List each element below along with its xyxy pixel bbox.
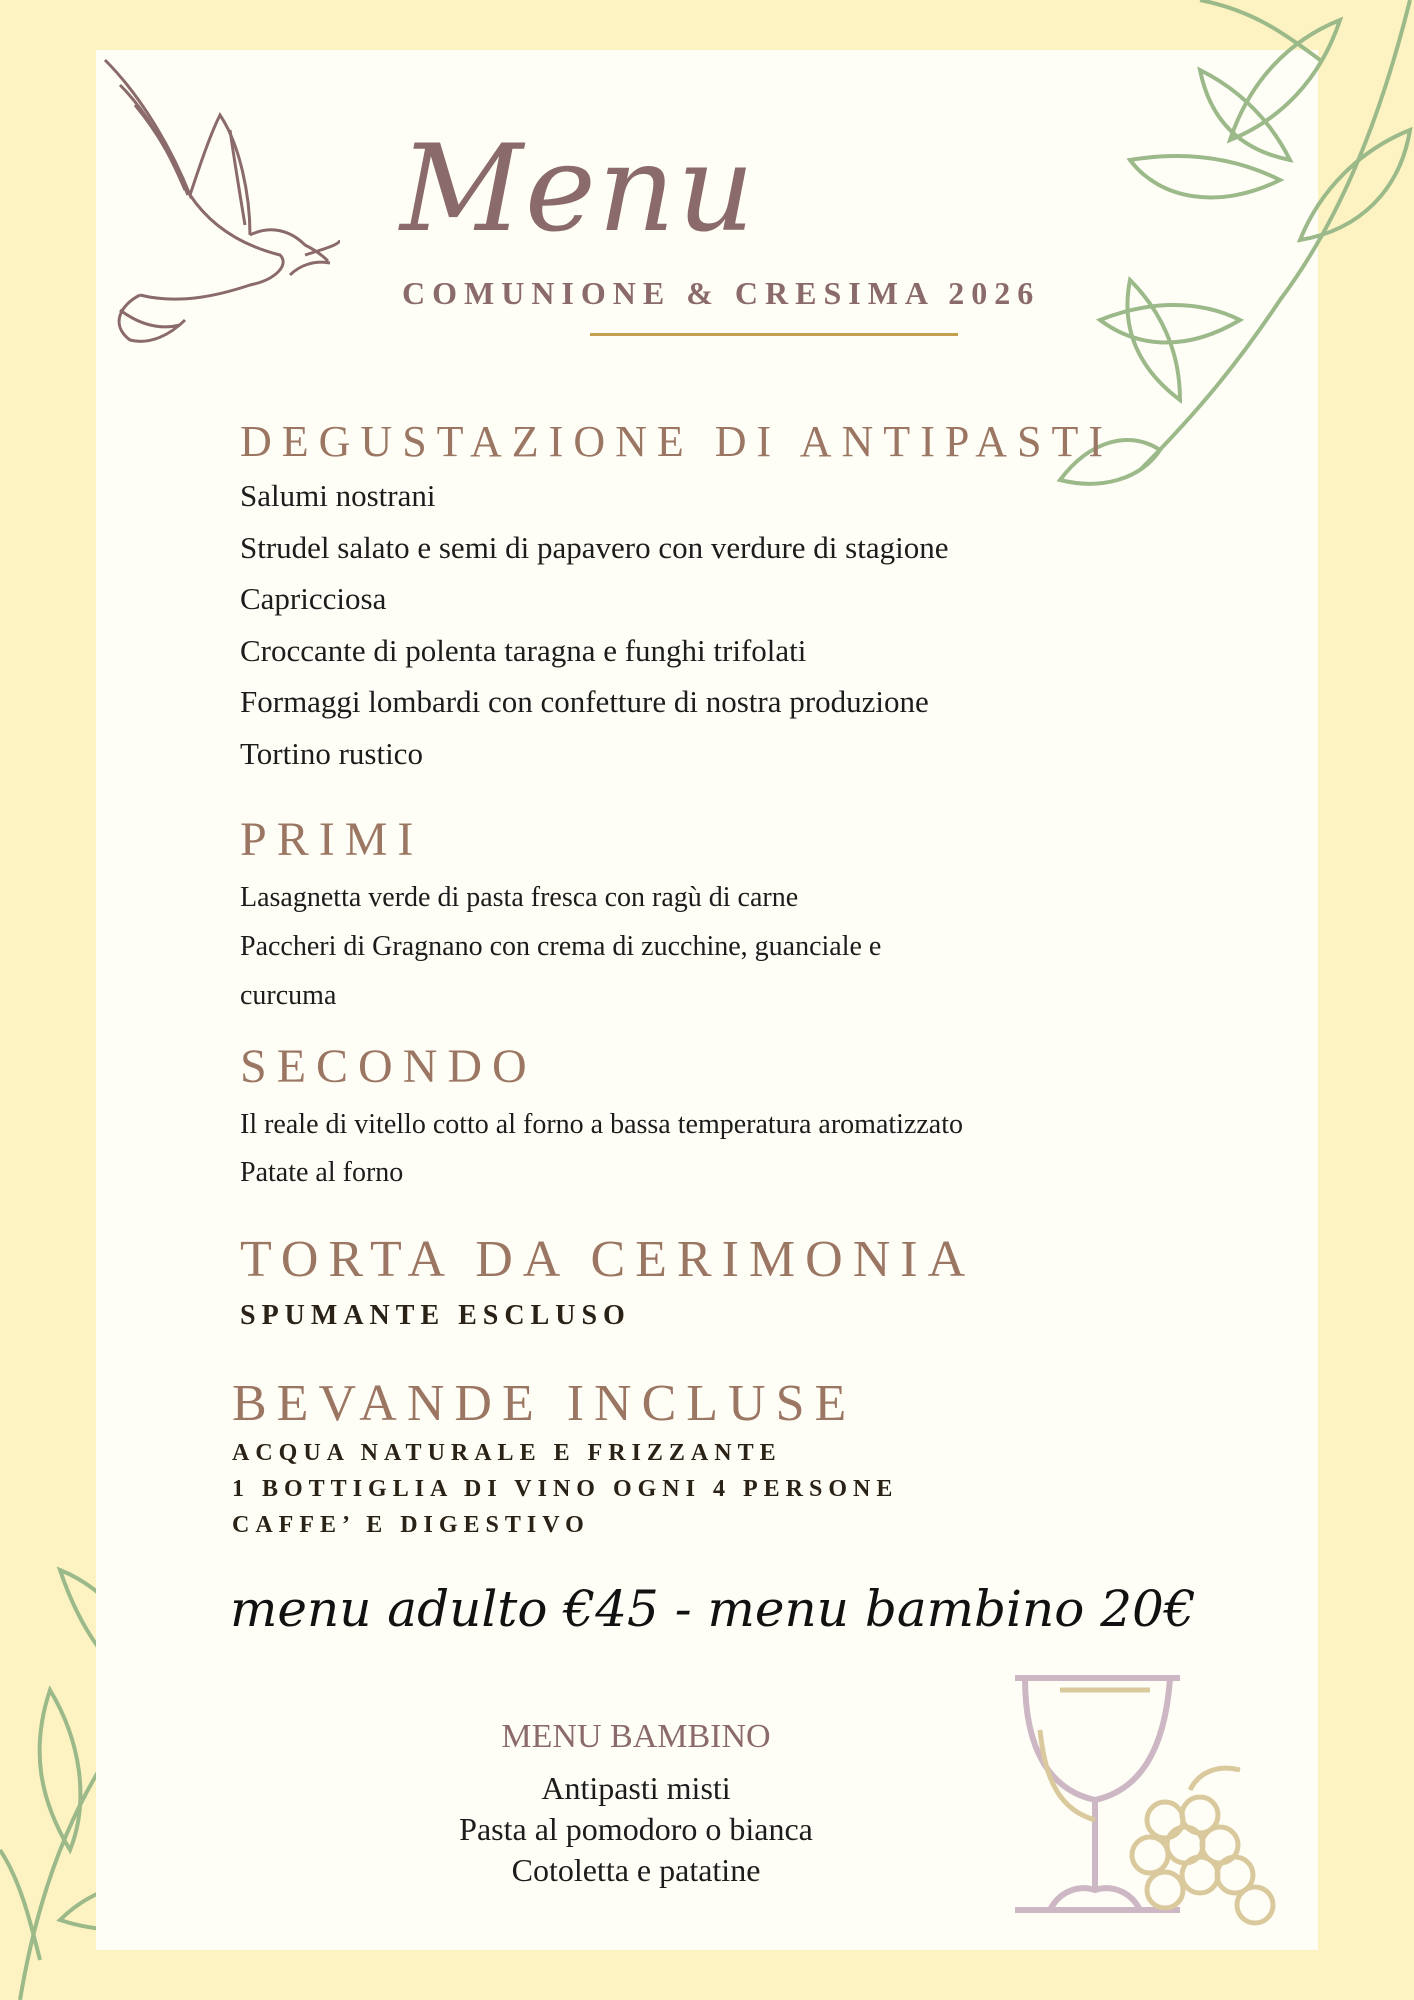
- primi-list: [240, 873, 881, 1020]
- bevande-item: CAFFE’ E DIGESTIVO: [232, 1512, 590, 1538]
- bevande-item: 1 BOTTIGLIA DI VINO OGNI 4 PERSONE: [232, 1476, 899, 1502]
- section-title-torta: TORTA DA CERIMONIA: [240, 1231, 976, 1288]
- list-item: curcuma: [240, 980, 337, 1011]
- list-item: Antipasti misti: [541, 1770, 731, 1806]
- section-title-secondo: SECONDO: [240, 1040, 537, 1093]
- price-line: menu adulto €45 - menu bambino 20€: [230, 1580, 1196, 1638]
- menu-subtitle: COMUNIONE & CRESIMA 2026: [402, 275, 1041, 311]
- antipasti-list: [240, 470, 948, 779]
- divider: [590, 333, 958, 336]
- list-item: Formaggi lombardi con confetture di nostra produzione: [240, 684, 929, 719]
- torta-note: SPUMANTE ESCLUSO: [240, 1300, 631, 1331]
- kids-menu-title: MENU BAMBINO: [501, 1718, 771, 1755]
- list-item: Cotoletta e patatine: [511, 1852, 761, 1888]
- section-title-primi: PRIMI: [240, 813, 424, 866]
- list-item: Salumi nostrani: [240, 478, 436, 513]
- list-item: Tortino rustico: [240, 735, 423, 771]
- section-title-antipasti: DEGUSTAZIONE DI ANTIPASTI: [240, 417, 1114, 466]
- bevande-item: ACQUA NATURALE E FRIZZANTE: [232, 1440, 782, 1466]
- list-item: Patate al forno: [240, 1157, 404, 1188]
- list-item: Paccheri di Gragnano con crema di zucchine, guanciale e: [240, 931, 882, 962]
- list-item: Lasagnetta verde di pasta fresca con ragù di carne: [240, 882, 799, 913]
- kids-menu-list: [0, 1768, 1272, 1891]
- menu-title: Menu: [400, 120, 757, 259]
- list-item: Capricciosa: [240, 581, 387, 616]
- secondo-list: [240, 1101, 963, 1197]
- list-item: Strudel salato e semi di papavero con verdure di stagione: [240, 529, 949, 565]
- dove-icon: [100, 55, 340, 355]
- list-item: Croccante di polenta taragna e funghi trifolati: [240, 632, 807, 668]
- list-item: Pasta al pomodoro o bianca: [459, 1811, 813, 1847]
- list-item: Il reale di vitello cotto al forno a bassa temperatura aromatizzato: [240, 1109, 964, 1140]
- section-title-bevande: BEVANDE INCLUSE: [232, 1375, 857, 1432]
